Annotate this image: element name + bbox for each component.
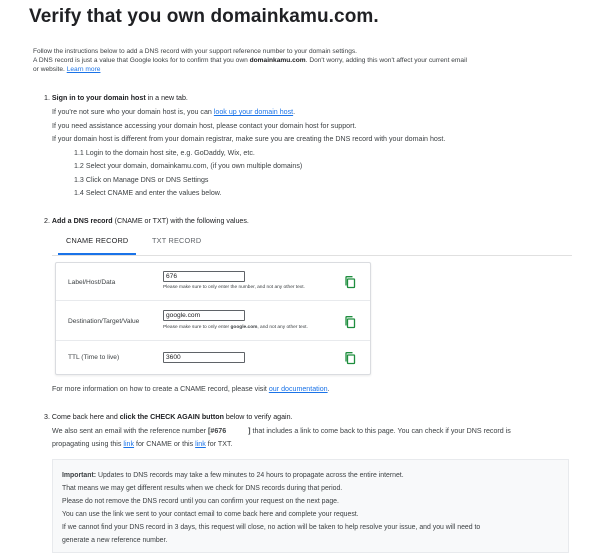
notice-line-4: You can use the link we sent to your contact email to come back here and complete your request.	[62, 511, 359, 518]
record-row-label-text: Destination/Target/Value	[68, 318, 140, 325]
intro-text-segment: or website.	[33, 66, 67, 73]
step-3-line-b	[52, 440, 233, 449]
step-2-heading	[44, 217, 249, 226]
intro-line-1: Follow the instructions below to add a DNS record with your support reference number to your domain settings.	[33, 48, 357, 55]
intro-text-segment: . Don't worry, adding this won't affect your current email	[305, 57, 467, 64]
step-3-line-a	[52, 427, 511, 436]
hint-bold: google.com	[230, 325, 258, 330]
cname-more-info	[52, 385, 330, 394]
cname-propagation-link[interactable]: link	[123, 440, 135, 448]
step-1-sub-4: 1.4 Select CNAME and enter the values below.	[74, 189, 222, 197]
text-segment: Updates to DNS records may take a few minutes to 24 hours to propagate across the entire internet.	[96, 472, 404, 479]
step-1-rest: in a new tab.	[145, 94, 188, 102]
step-3-heading	[44, 413, 293, 422]
text-segment: for CNAME or this	[134, 440, 196, 448]
notice-line-2: That means we may get different results when we check for DNS records during that period.	[62, 485, 343, 492]
learn-more-link[interactable]: Learn more	[66, 66, 101, 73]
destination-value-hint	[163, 325, 308, 330]
active-tab-indicator	[58, 253, 136, 255]
record-row-label	[56, 263, 370, 301]
hint-segment: Please make sure to only enter	[163, 325, 231, 330]
text-segment: We also sent an email with the reference number	[52, 427, 209, 435]
intro-line-3	[33, 65, 553, 74]
label-value-field[interactable]: 676	[163, 271, 245, 282]
documentation-link[interactable]: our documentation	[268, 385, 328, 393]
step-1-bold: Sign in to your domain host	[51, 94, 146, 102]
step-2-bold: Add a DNS record	[51, 217, 113, 225]
copy-icon[interactable]	[343, 351, 357, 365]
step-1-line-c: If your domain host is different from your domain registrar, make sure you are creating the DNS record with your domain host.	[52, 135, 446, 143]
text-segment: .	[293, 108, 296, 116]
intro-line-2	[33, 56, 553, 65]
step-1-sub-3: 1.3 Click on Manage DNS or DNS Settings	[74, 176, 209, 184]
txt-propagation-link[interactable]: link	[195, 440, 206, 448]
tab-cname-record[interactable]: CNAME RECORD	[66, 236, 129, 245]
record-row-ttl	[56, 341, 370, 374]
text-segment: that includes a link to come back to this page. You can check if your DNS record is	[250, 427, 511, 435]
domain-name: domainkamu.com	[249, 57, 306, 64]
notice-bold: Important:	[62, 472, 97, 479]
step-3-rest: below to verify again.	[223, 413, 293, 421]
record-row-label-text: Label/Host/Data	[68, 279, 116, 286]
lookup-domain-host-link[interactable]: look up your domain host	[213, 108, 294, 116]
important-notice	[52, 459, 569, 553]
step-1-sub-1: 1.1 Login to the domain host site, e.g. GoDaddy, Wix, etc.	[74, 149, 255, 157]
intro-text	[33, 47, 553, 74]
notice-line-6: generate a new reference number.	[62, 537, 168, 544]
copy-icon[interactable]	[343, 315, 357, 329]
hint-segment: , and not any other text.	[257, 325, 308, 330]
text-segment: If you're not sure who your domain host is, you can	[52, 108, 214, 116]
step-1-heading	[44, 94, 188, 103]
label-value-hint: Please make sure to only enter the number, and not any other text.	[163, 285, 305, 290]
record-row-destination	[56, 301, 370, 341]
dns-record-card	[55, 262, 371, 375]
step-3-pre: Come back here and	[51, 413, 120, 421]
text-segment: .	[327, 385, 330, 393]
step-1-line-a	[52, 108, 295, 117]
notice-line-3: Please do not remove the DNS record until you can confirm your request on the next page.	[62, 498, 339, 505]
record-type-tabs	[52, 232, 572, 256]
step-number: 2.	[44, 217, 50, 225]
notice-line-5: If we cannot find your DNS record in 3 days, this request will close, no action will be taken to help resolve your issue, and you will need to	[62, 524, 481, 531]
reference-number-close: ]	[248, 427, 251, 435]
record-row-label-text: TTL (Time to live)	[68, 354, 120, 361]
text-segment: for TXT.	[205, 440, 233, 448]
page-title: Verify that you own domainkamu.com.	[29, 6, 379, 27]
step-number: 3.	[44, 413, 50, 421]
destination-value-field[interactable]: google.com	[163, 310, 245, 321]
reference-number: [#676	[208, 427, 227, 435]
step-1-line-b: If you need assistance accessing your domain host, please contact your domain host for support.	[52, 122, 357, 130]
text-segment: For more information on how to create a CNAME record, please visit	[52, 385, 269, 393]
copy-icon[interactable]	[343, 275, 357, 289]
text-segment: propagating using this	[52, 440, 124, 448]
step-2-rest: (CNAME or TXT) with the following values.	[112, 217, 249, 225]
step-3-bold: click the CHECK AGAIN button	[119, 413, 224, 421]
tab-txt-record[interactable]: TXT RECORD	[152, 236, 202, 245]
ttl-value-field[interactable]: 3600	[163, 352, 245, 363]
intro-text-segment: A DNS record is just a value that Google looks for to confirm that you own	[33, 57, 250, 64]
step-number: 1.	[44, 94, 50, 102]
step-1-sub-2: 1.2 Select your domain, domainkamu.com, (if you own multiple domains)	[74, 162, 303, 170]
notice-line-1	[62, 471, 404, 480]
